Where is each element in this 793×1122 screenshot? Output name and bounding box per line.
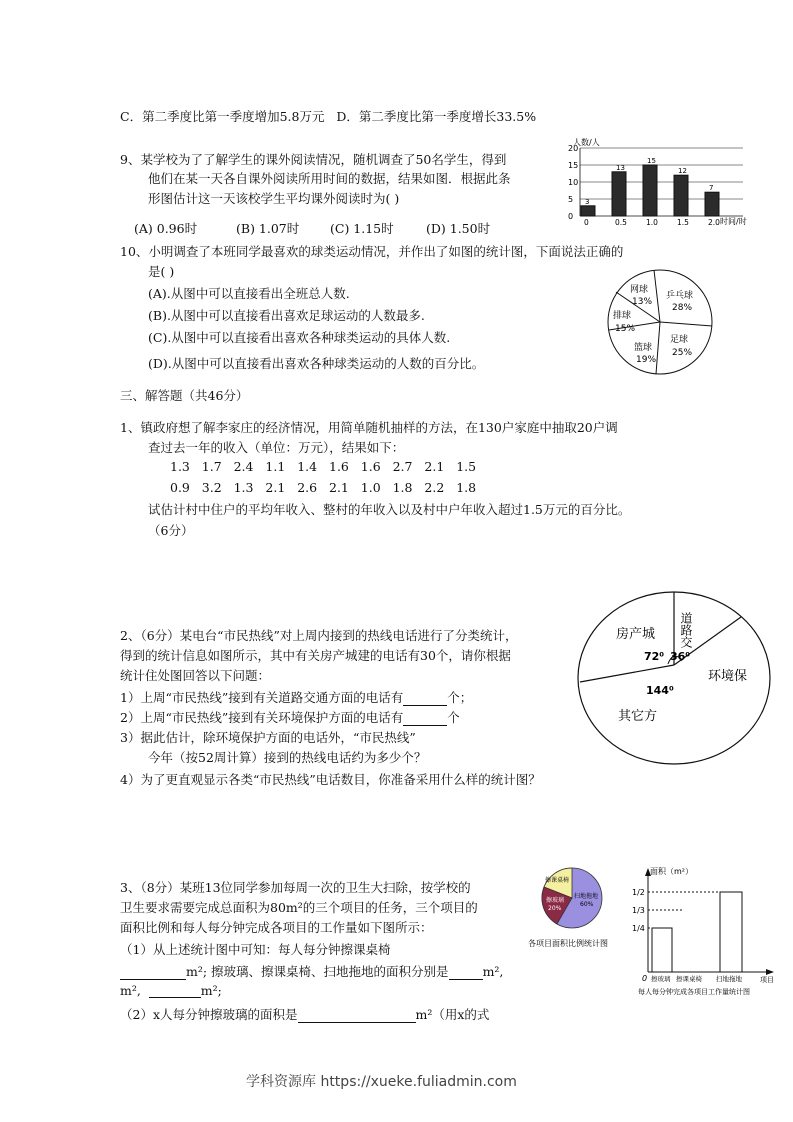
- q9-line3: 形图估计这一天该校学生平均课外阅读时为( ): [148, 191, 400, 206]
- s2-q3a: 3）据此估计，除环境保护方面的电话外，“市民热线”: [120, 730, 416, 745]
- bar-y-tick: 5: [568, 195, 574, 204]
- area-ratio-pie-chart: [528, 862, 624, 952]
- s3-line4: （1）从上述统计图中可知：每人每分钟擦课桌椅: [120, 942, 391, 957]
- area-pie-label-glass: 擦玻璃: [546, 897, 565, 904]
- bar-mark: [705, 192, 719, 216]
- bar-y-tick: 0: [568, 212, 574, 221]
- rate-tick-half: 1/2: [632, 888, 645, 897]
- q10-option-c: (C).从图中可以直接看出喜欢各种球类运动的具体人数.: [148, 330, 451, 345]
- q10-option-b: (B).从图中可以直接看出喜欢足球运动的人数最多.: [148, 308, 425, 323]
- s1-data-row1: 1.3 1.7 2.4 1.1 1.4 1.6 1.6 2.7 2.1 1.5: [170, 459, 477, 474]
- q10-line2: 是( ): [148, 264, 175, 279]
- hotline-pie-chart: [574, 590, 774, 770]
- q9-line2: 他们在某一天各自课外阅读所用时间的数据，结果如图．根据此条: [148, 171, 511, 186]
- s3-blank-desk-area[interactable]: [149, 984, 201, 998]
- pie-pct-pingpong: 28%: [672, 303, 693, 313]
- s1-line3: 试估计村中住户的平均年收入、整村的年收入以及村中户年收入超过1.5万元的百分比。: [148, 502, 631, 517]
- svg-text:0: 0: [642, 974, 648, 983]
- bar-x-tick: 1.0: [646, 218, 658, 227]
- s2-q3b: 今年（按52周计算）接到的热线电话约为多少个？: [148, 750, 427, 765]
- hotline-label-traffic: 道路交: [679, 612, 693, 648]
- s3-blank-desk-rate[interactable]: [120, 966, 186, 980]
- area-pie-caption: 各项目面积比例统计图: [528, 939, 608, 948]
- bar-value-label: 3: [585, 197, 590, 206]
- rate-chart-ylabel: 面积（m²）: [650, 867, 693, 876]
- q8-options: [120, 107, 536, 125]
- work-rate-bar-chart: [612, 858, 782, 1000]
- ball-sports-pie-chart: [604, 266, 716, 378]
- q9-option-a: (A) 0.96时: [134, 221, 198, 236]
- q9-option-d: (D) 1.50时: [426, 221, 491, 236]
- s3-line1: 3、（8分）某班13位同学参加每周一次的卫生大扫除，按学校的: [120, 880, 471, 895]
- bar-chart-xlabel: 时间/时: [720, 217, 747, 226]
- bar-y-tick: 20: [568, 144, 579, 153]
- bar-y-tick: 10: [568, 178, 579, 187]
- rate-chart-caption: 每人每分钟完成各项目工作量统计图: [638, 988, 750, 996]
- s2-q4: 4）为了更直观显示各类“市民热线”电话数目，你准备采用什么样的统计图？: [120, 772, 541, 787]
- bar-value-label: 7: [709, 184, 714, 193]
- hotline-angle-72: 72⁰: [644, 650, 665, 663]
- s1-line2: 查过去一年的收入（单位：万元），结果如下：: [148, 440, 405, 455]
- s1-line1: 1、镇政府想了解李家庄的经济情况，用简单随机抽样的方法，在130户家庭中抽取20户调: [120, 420, 618, 435]
- area-pie-pct-glass: 20%: [548, 905, 562, 912]
- s3-blank-glass-area[interactable]: [449, 966, 483, 980]
- hotline-angle-36: 36⁰: [670, 650, 691, 663]
- hotline-label-environment: 环境保: [708, 669, 748, 684]
- hotline-label-housing: 房产城: [616, 627, 656, 642]
- pie-pct-tennis: 13%: [632, 297, 653, 307]
- area-pie-pct-floor: 60%: [580, 901, 594, 908]
- s3-line2: 卫生要求需要完成总面积为80m²的三个项目的任务，三个项目的: [120, 900, 478, 915]
- pie-pct-volleyball: 15%: [615, 324, 636, 334]
- pie-pct-football: 25%: [672, 348, 693, 358]
- bar-mark: [581, 206, 595, 216]
- bar-x-tick: 2.0: [708, 218, 720, 227]
- s3-line6: m², m²;: [120, 983, 222, 998]
- rate-bar-floor: [720, 892, 742, 972]
- rate-tick-quarter: 1/4: [632, 924, 645, 933]
- reading-time-bar-chart: [565, 136, 770, 232]
- bar-y-tick: 15: [568, 161, 579, 170]
- hotline-label-other: 其它方: [618, 709, 658, 724]
- bar-value-label: 15: [647, 157, 656, 165]
- s2-q1: 1）上周“市民热线”接到有关道路交通方面的电话有 个；: [120, 690, 473, 705]
- s2-line1: 2、（6分）某电台“市民热线”对上周内接到的热线电话进行了分类统计，: [120, 628, 518, 643]
- s2-q2-blank[interactable]: [403, 712, 447, 726]
- bar-value-label: 13: [616, 163, 625, 172]
- area-pie-label-floor: 扫地拖地: [574, 893, 599, 900]
- s1-data-row2: 0.9 3.2 1.3 2.1 2.6 2.1 1.0 1.8 2.2 1.8: [170, 480, 477, 495]
- s2-q1-blank[interactable]: [403, 692, 447, 706]
- q9-option-c: (C) 1.15时: [330, 221, 394, 236]
- s3-blank-expression[interactable]: [298, 1009, 416, 1023]
- pie-label-tennis: 网球: [630, 285, 649, 295]
- s3-line5: m²; 擦玻璃、擦课桌椅、扫地拖地的面积分别是 m²,: [120, 962, 503, 980]
- footer-watermark: 学科资源库 https://xueke.fuliadmin.com: [246, 1074, 517, 1090]
- s3-line7: （2）x人每分钟擦玻璃的面积是 m²（用x的式: [120, 1007, 490, 1022]
- hotline-angle-144: 144⁰: [646, 684, 674, 697]
- s2-line2: 得到的统计信息如图所示，其中有关房产城建的电话有30个，请你根据: [120, 648, 511, 663]
- bar-mark: [643, 165, 657, 216]
- q10-option-d: (D).从图中可以直接看出喜欢各种球类运动的人数的百分比。: [148, 356, 485, 371]
- bar-x-tick: 1.5: [677, 218, 689, 227]
- rate-cat-floor: 扫地拖地: [716, 975, 742, 983]
- bar-chart-ylabel: 人数/人: [573, 138, 600, 147]
- pie-label-volleyball: 排球: [613, 311, 632, 321]
- area-pie-label-desk: 擦课桌椅: [545, 877, 570, 884]
- s2-q2: 2）上周“市民热线”接到有关环境保护方面的电话有 个: [120, 710, 460, 725]
- pie-label-basketball: 篮球: [634, 343, 653, 353]
- rate-chart-xlabel: 项目: [760, 976, 774, 984]
- rate-tick-third: 1/3: [632, 906, 645, 915]
- bar-mark: [612, 172, 626, 216]
- bar-value-label: 12: [678, 167, 687, 176]
- bar-mark: [674, 175, 688, 216]
- q8-option-d: D．第二季度比第一季度增长33.5%: [336, 109, 537, 124]
- rate-cat-glass: 擦玻璃: [651, 975, 671, 983]
- bar-x-tick: 0.5: [615, 218, 627, 227]
- s3-line3: 面积比例和每人每分钟完成各项目的工作量如下图所示：: [120, 920, 433, 935]
- q10-option-a: (A).从图中可以直接看出全班总人数.: [148, 286, 350, 301]
- pie-label-pingpong: 乒乓球: [666, 291, 694, 301]
- rate-cat-desk: 擦课桌椅: [676, 975, 702, 983]
- q9-option-b: (B) 1.07时: [236, 221, 300, 236]
- q10-line1: 10、小明调查了本班同学最喜欢的球类运动情况，并作出了如图的统计图，下面说法正确的: [120, 244, 624, 259]
- section3-title: 三、解答题（共46分）: [120, 388, 249, 403]
- s2-line3: 统计住处图回答以下问题：: [120, 668, 271, 683]
- s1-line4: （6分）: [148, 523, 194, 538]
- bar-x-tick: 0: [584, 218, 589, 227]
- q9-line1: 9、某学校为了了解学生的课外阅读情况，随机调查了50名学生，得到: [120, 152, 507, 167]
- q8-option-c: C．第二季度比第一季度增加5.8万元: [120, 109, 325, 124]
- pie-label-football: 足球: [670, 335, 689, 345]
- pie-pct-basketball: 19%: [636, 355, 657, 365]
- rate-bar-glass: [652, 928, 672, 972]
